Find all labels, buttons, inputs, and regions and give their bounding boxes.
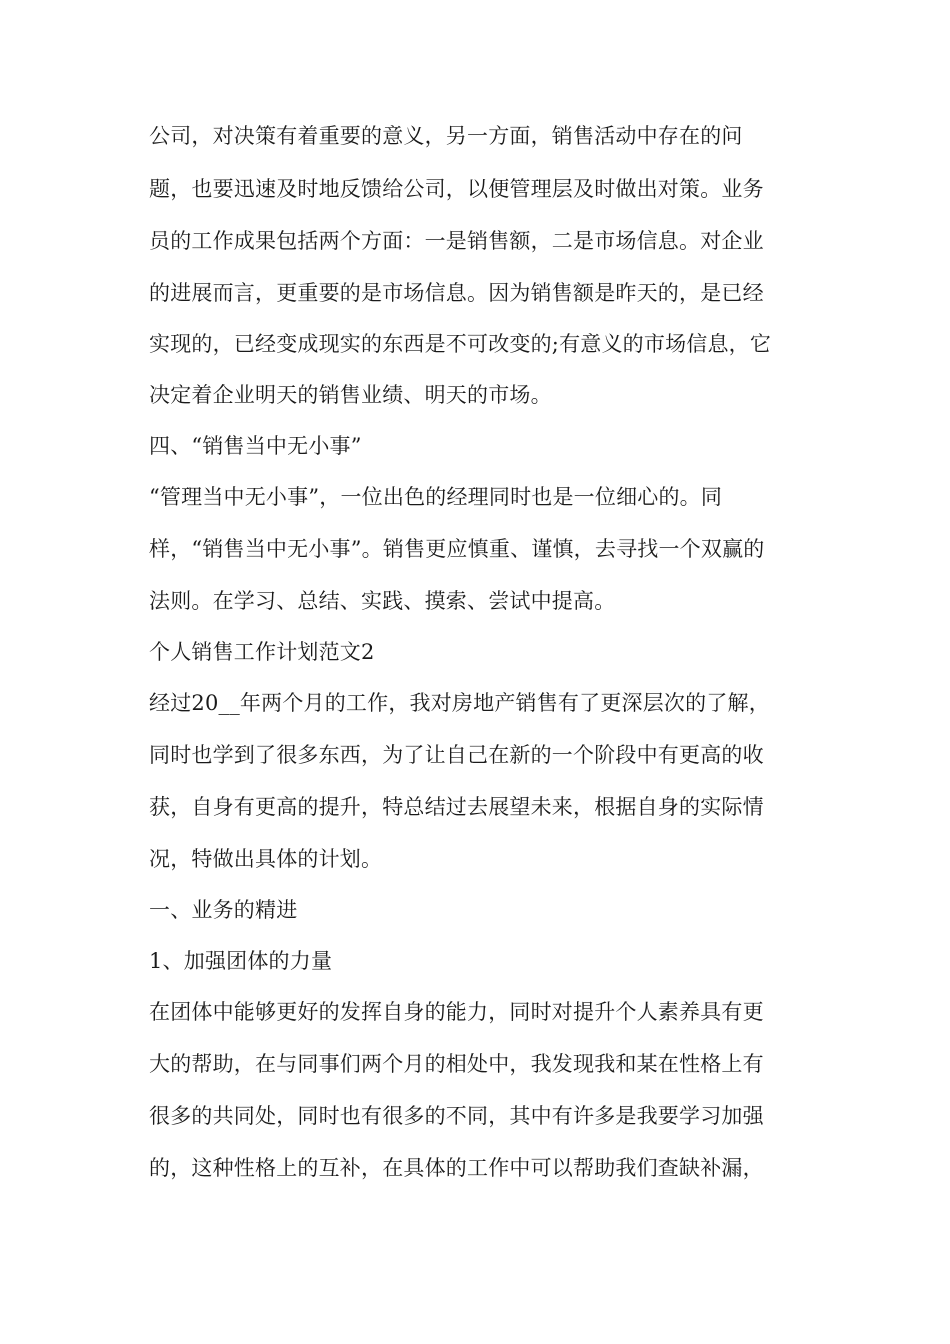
text-line: 的，这种性格上的互补，在具体的工作中可以帮助我们查缺补漏， [149, 1156, 764, 1180]
section-heading: 四、“销售当中无小事” [149, 434, 362, 458]
text-line: 样，“销售当中无小事”。销售更应慎重、谨慎，去寻找一个双赢的 [149, 537, 765, 561]
text-line: 决定着企业明天的销售业绩、明天的市场。 [149, 383, 552, 407]
text-line: “管理当中无小事”，一位出色的经理同时也是一位细心的。同 [149, 485, 723, 509]
subsection-heading: 1、加强团体的力量 [149, 949, 333, 973]
section-heading: 一、业务的精进 [149, 898, 298, 922]
text-line: 公司，对决策有着重要的意义，另一方面，销售活动中存在的问 [149, 124, 743, 148]
text-line: 在团体中能够更好的发挥自身的能力，同时对提升个人素养具有更 [149, 1000, 764, 1024]
section-title: 个人销售工作计划范文2 [149, 640, 375, 664]
text-line: 同时也学到了很多东西，为了让自己在新的一个阶段中有更高的收 [149, 743, 764, 767]
text-line: 况，特做出具体的计划。 [149, 847, 383, 871]
text-line: 法则。在学习、总结、实践、摸索、尝试中提高。 [149, 589, 616, 613]
text-line: 大的帮助，在与同事们两个月的相处中，我发现我和某在性格上有 [149, 1052, 764, 1076]
text-line: 的进展而言，更重要的是市场信息。因为销售额是昨天的，是已经 [149, 281, 764, 305]
text-line: 题，也要迅速及时地反馈给公司，以便管理层及时做出对策。业务 [149, 177, 764, 201]
text-line: 经过20__年两个月的工作，我对房地产销售有了更深层次的了解， [149, 691, 770, 715]
text-line: 获，自身有更高的提升，特总结过去展望未来，根据自身的实际情 [149, 795, 764, 819]
text-line: 实现的，已经变成现实的东西是不可改变的;有意义的市场信息，它 [149, 332, 772, 356]
text-line: 很多的共同处，同时也有很多的不同，其中有许多是我要学习加强 [149, 1104, 764, 1128]
text-line: 员的工作成果包括两个方面：一是销售额，二是市场信息。对企业 [149, 229, 764, 253]
